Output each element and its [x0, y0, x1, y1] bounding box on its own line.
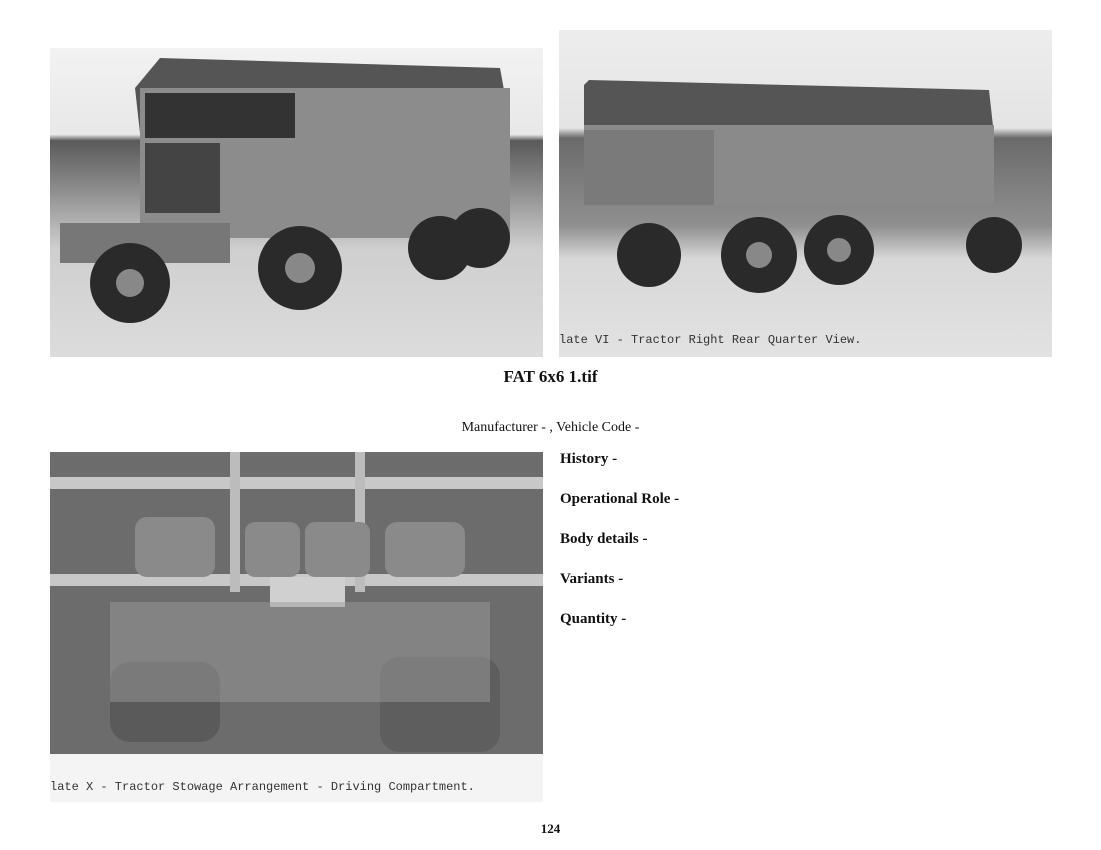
truck-rear-illustration	[559, 30, 1052, 330]
compartment-illustration	[50, 452, 543, 754]
photo-caption: late X - Tractor Stowage Arrangement - Driving Compartment.	[50, 780, 475, 794]
field-variants: Variants -	[560, 571, 624, 587]
photo-truck-front-quarter	[50, 48, 543, 357]
field-history: History -	[560, 451, 618, 467]
truck-front-illustration	[50, 48, 543, 357]
field-operational-role: Operational Role -	[560, 491, 680, 507]
manufacturer-line: Manufacturer - , Vehicle Code -	[461, 420, 640, 435]
field-body-details: Body details -	[560, 531, 648, 547]
photo-truck-rear-quarter	[559, 30, 1052, 357]
photo-caption: late VI - Tractor Right Rear Quarter View.	[559, 333, 862, 347]
document-title: FAT 6x6 1.tif	[503, 367, 598, 386]
field-quantity: Quantity -	[560, 611, 627, 627]
page-number: 124	[540, 821, 561, 836]
photo-driving-compartment	[50, 452, 543, 802]
